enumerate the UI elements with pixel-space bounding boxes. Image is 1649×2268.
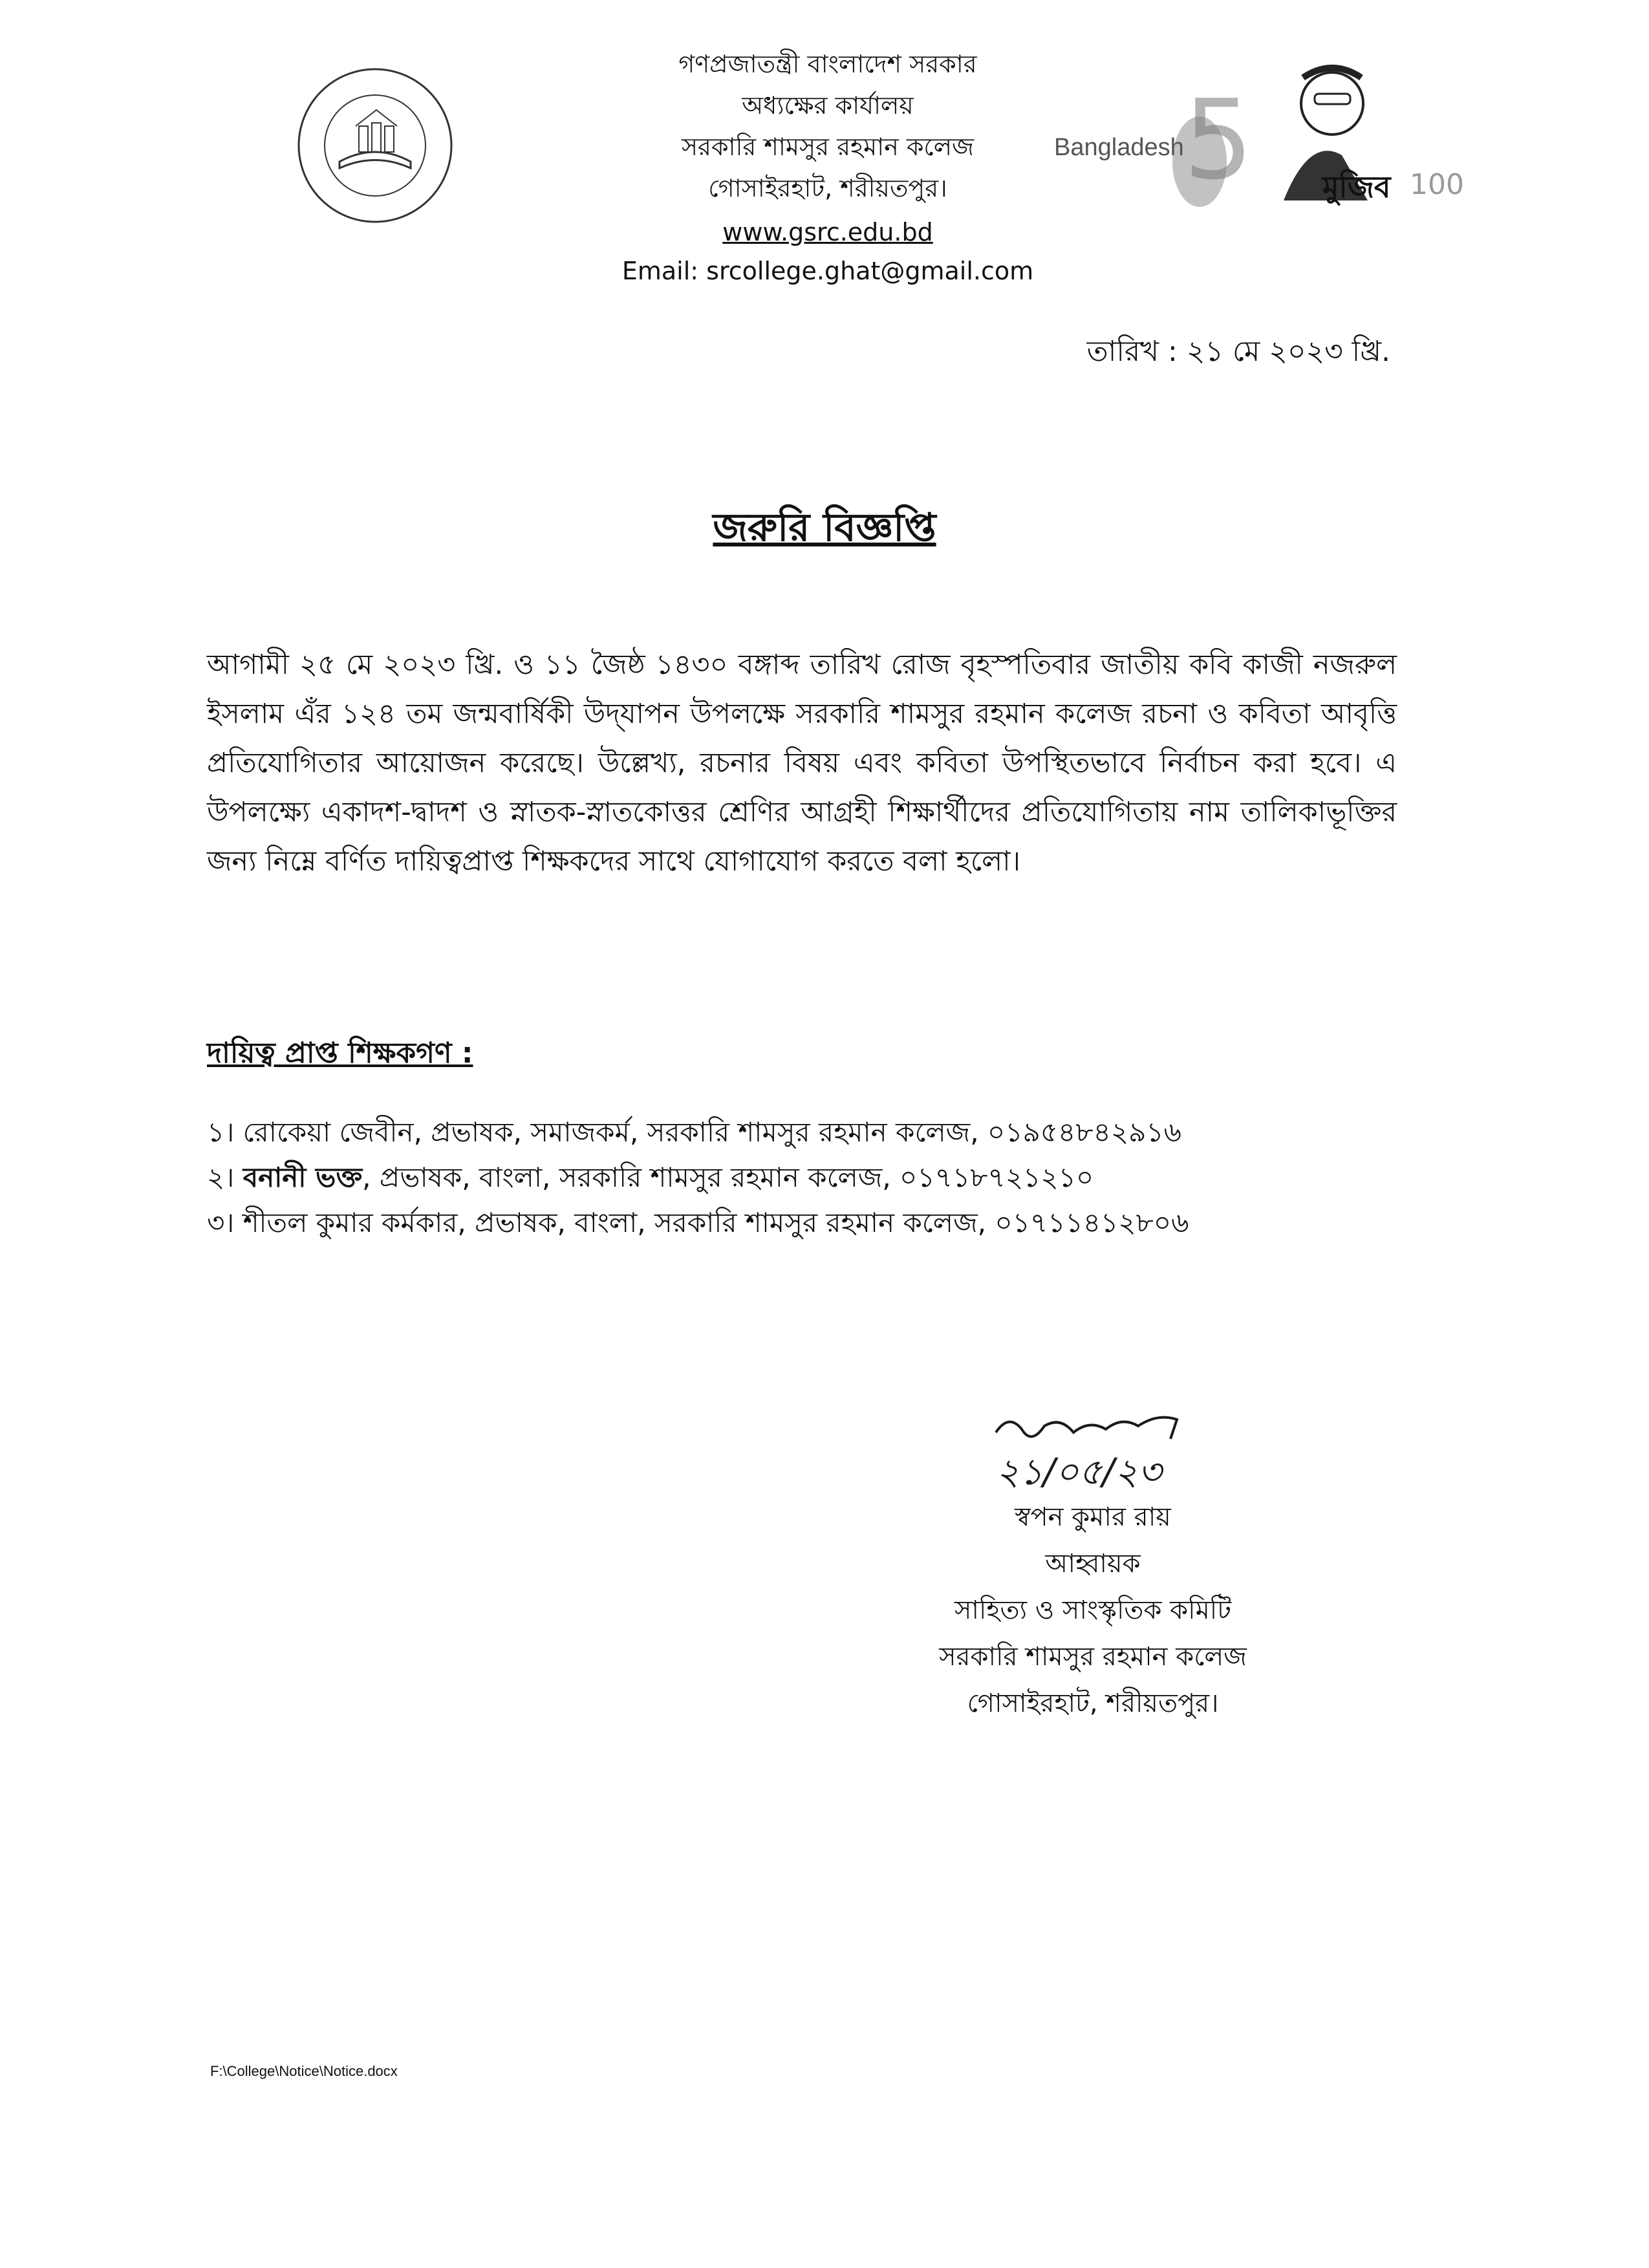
notice-title: জরুরি বিজ্ঞপ্তি: [713, 505, 936, 550]
signature-block: [867, 1494, 1319, 1727]
signatory-role: আহ্বায়ক: [1045, 1549, 1141, 1579]
handwritten-signature: [983, 1407, 1196, 1504]
teacher-item-1: [207, 1111, 1181, 1157]
teacher-details: , প্রভাষক, বাংলা, সরকারি শামসুর রহমান কলেজ, ০১৭১৮৭২১২১০: [362, 1161, 1094, 1193]
mujib-100-logo-text: মুজিব: [1322, 169, 1391, 204]
teacher-name: বনানী ভক্ত: [242, 1161, 363, 1193]
signatory-college: সরকারি শামসুর রহমান কলেজ: [939, 1642, 1247, 1672]
header-govt: গণপ্রজাতন্ত্রী বাংলাদেশ সরকার: [678, 50, 977, 78]
header-email: Email: srcollege.ghat@gmail.com: [621, 257, 1034, 285]
signatory-name: স্বপন কুমার রায়: [1015, 1502, 1171, 1532]
assigned-teachers-heading: দায়িত্ব প্রাপ্ত শিক্ষকগণ :: [207, 1037, 473, 1070]
teacher-details: , প্রভাষক, বাংলা, সরকারি শামসুর রহমান কলেজ, ০১৭১১৪১২৮০৬: [457, 1207, 1189, 1238]
teacher-number: ৩।: [207, 1207, 235, 1238]
notice-body: আগামী ২৫ মে ২০২৩ খ্রি. ও ১১ জৈষ্ঠ ১৪৩০ বঙ্গাব্দ তারিখ রোজ বৃহস্পতিবার জাতীয় কবি কাজী নজরুল ইসলাম এঁর ১২৪ তম জন্মবার্ষিকী উদ্‌যাপন উপলক্ষে সরকারি শামসুর রহমান কলেজ রচনা ও কবিতা আবৃত্তি প্রতিযোগিতার আয়োজন করেছে। উল্লেখ্য, রচনার বিষয় এবং কবিতা উপস্থিতভাবে নির্বাচন করা হবে। এ উপলক্ষ্যে একাদশ-দ্বাদশ ও স্নাতক-স্নাতকোত্তর শ্রেণির আগ্রহী শিক্ষার্থীদের প্রতিযোগিতায় নাম তালিকাভূক্তির জন্য নিম্নে বর্ণিত দায়িত্বপ্রাপ্ত শিক্ষকদের সাথে যোগাযোগ করতে বলা হলো।: [207, 649, 1397, 878]
teacher-number: ২।: [207, 1161, 235, 1193]
teacher-details: , প্রভাষক, সমাজকর্ম, সরকারি শামসুর রহমান কলেজ, ০১৯৫৪৮৪২৯১৬: [413, 1116, 1181, 1148]
svg-text:5: 5: [1183, 76, 1254, 204]
header-office: অধ্যক্ষের কার্যালয়: [742, 91, 914, 120]
teacher-item-3: [207, 1202, 1189, 1247]
teacher-item-2: [207, 1156, 1094, 1202]
file-path: F:\College\Notice\Notice.docx: [210, 2063, 398, 2079]
signature-handwritten-date: ২১/০৫/২৩: [996, 1451, 1162, 1493]
teacher-number: ১।: [207, 1116, 235, 1148]
bangladesh-50-logo: [1048, 65, 1254, 213]
header-college: সরকারি শামসুর রহমান কলেজ: [681, 133, 975, 161]
teacher-name: শীতল কুমার কর্মকার: [242, 1207, 458, 1238]
svg-text:100: 100: [1410, 168, 1464, 201]
notice-date: তারিখ : ২১ মে ২০২৩ খ্রি.: [1086, 335, 1390, 368]
bangladesh-50-logo-text: Bangladesh: [1054, 134, 1184, 161]
header-website-link[interactable]: www.gsrc.edu.bd: [722, 218, 933, 246]
teacher-name: রোকেয়া জেবীন: [242, 1116, 414, 1148]
signatory-committee: সাহিত্য ও সাংস্কৃতিক কমিটি: [954, 1595, 1232, 1625]
mujib-100-logo: [1271, 58, 1464, 213]
college-seal-icon: [294, 65, 456, 226]
signatory-place: গোসাইরহাট, শরীয়তপুর।: [967, 1689, 1219, 1718]
header-location: গোসাইরহাট, শরীয়তপুর।: [708, 174, 947, 202]
